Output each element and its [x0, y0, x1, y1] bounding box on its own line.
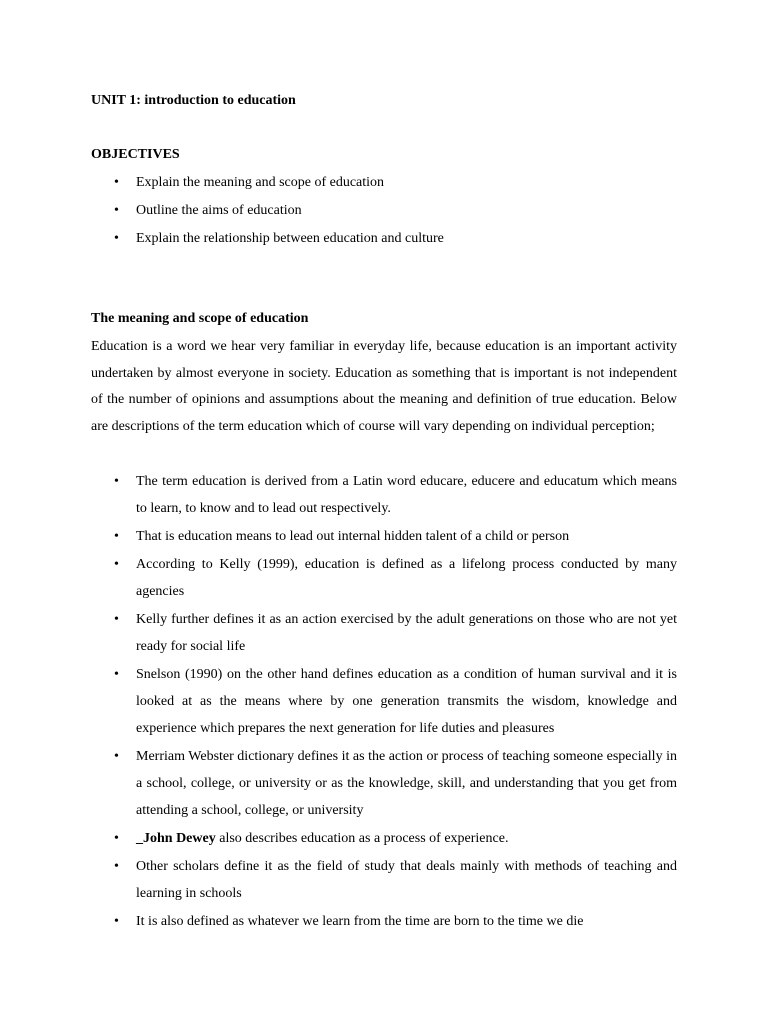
- bullet-icon: •: [114, 667, 119, 682]
- bullet-icon: •: [114, 612, 119, 627]
- definition-text: It is also defined as whatever we learn from the time are born to the time we die: [136, 914, 584, 929]
- bullet-icon: •: [114, 474, 119, 489]
- objective-item: [91, 173, 681, 201]
- definition-item: [91, 606, 677, 660]
- definition-text: Merriam Webster dictionary defines it as the action or process of teaching someone especially in a school, college, or university or as the knowledge, skill, and understanding that you get from attending a school, college, or university: [136, 749, 677, 818]
- definition-item: [91, 743, 677, 824]
- objective-text: Explain the meaning and scope of education: [136, 175, 385, 190]
- definitions-list: [91, 468, 677, 936]
- definition-text: According to Kelly (1999), education is defined as a lifelong process conducted by many agencies: [136, 557, 677, 599]
- objective-text: Outline the aims of education: [136, 203, 302, 218]
- objectives-heading: OBJECTIVES: [91, 147, 180, 162]
- objectives-list: [91, 173, 681, 257]
- objective-item: [91, 201, 681, 229]
- dewey-underscore-mark: _: [136, 831, 143, 846]
- bullet-icon: •: [114, 203, 119, 218]
- section-heading: The meaning and scope of education: [91, 311, 309, 326]
- definition-item: [91, 661, 677, 742]
- bullet-icon: •: [114, 914, 119, 929]
- bullet-icon: •: [114, 859, 119, 874]
- bullet-icon: •: [114, 749, 119, 764]
- bullet-icon: •: [114, 175, 119, 190]
- definition-item: [91, 523, 677, 550]
- definition-text: Kelly further defines it as an action exercised by the adult generations on those who are not yet ready for social life: [136, 612, 677, 654]
- definition-item: [91, 908, 677, 935]
- definition-text: The term education is derived from a Latin word educare, educere and educatum which means to learn, to know and to lead out respectively.: [136, 474, 677, 516]
- definition-text: Snelson (1990) on the other hand defines education as a condition of human survival and it is looked at as the means where by one generation transmits the wisdom, knowledge and experience which prepares the next generation for life duties and pleasures: [136, 667, 677, 736]
- definition-item: [91, 853, 677, 907]
- definition-text: That is education means to lead out internal hidden talent of a child or person: [136, 529, 570, 544]
- definition-item: [91, 468, 677, 522]
- definition-text: Other scholars define it as the field of study that deals mainly with methods of teaching and learning in schools: [136, 859, 677, 901]
- objective-item: [91, 229, 681, 257]
- dewey-name: John Dewey: [143, 831, 216, 846]
- unit-title: UNIT 1: introduction to education: [91, 93, 296, 108]
- bullet-icon: •: [114, 529, 119, 544]
- intro-paragraph: Education is a word we hear very familiar in everyday life, because education is an important activity undertaken by almost everyone in society. Education as something that is important is not independent of the number of opinions and assumptions about the meaning and definition of true education. Below are descriptions of the term education which of course will vary depending on individual perception;: [91, 339, 677, 434]
- dewey-text: also describes education as a process of experience.: [215, 831, 509, 846]
- definition-item-dewey: [91, 825, 677, 852]
- bullet-icon: •: [114, 231, 119, 246]
- objective-text: Explain the relationship between education and culture: [136, 231, 444, 246]
- bullet-icon: •: [114, 557, 119, 572]
- definition-item: [91, 551, 677, 605]
- bullet-icon: •: [114, 831, 119, 846]
